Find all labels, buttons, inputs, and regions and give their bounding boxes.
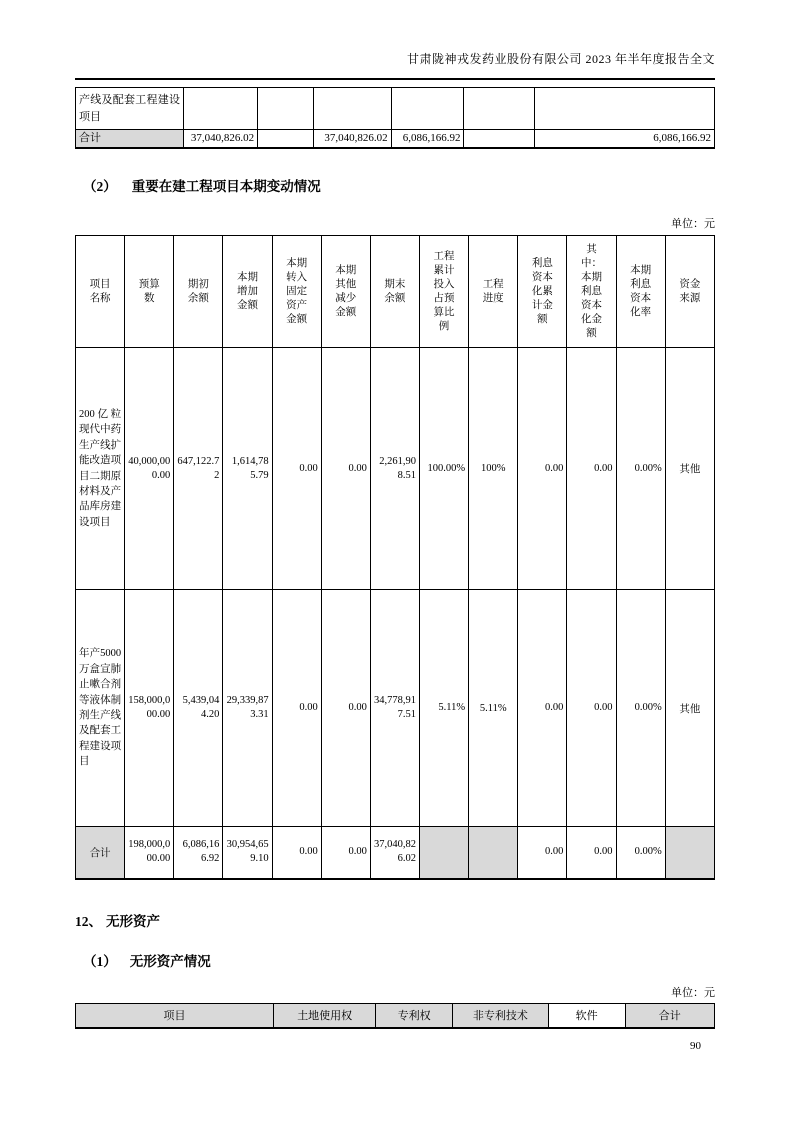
subsection-title: 无形资产情况 xyxy=(129,953,211,969)
data-cell: 34,778,917.51 xyxy=(370,590,419,827)
table-row xyxy=(76,236,715,348)
intangible-assets-table xyxy=(75,1003,715,1030)
column-header-cell: 土地使用权 xyxy=(274,1003,376,1028)
data-cell: 2,261,908.51 xyxy=(370,348,419,590)
column-header-cell: 工程累计投入占预算比例 xyxy=(419,236,468,348)
data-cell: 合计 xyxy=(76,130,184,149)
column-header-cell: 预算数 xyxy=(125,236,174,348)
unit-label-construction: 单位：元 xyxy=(671,218,715,230)
data-cell: 0.00% xyxy=(616,348,665,590)
data-cell: 0.00 xyxy=(272,590,321,827)
column-header-cell: 工程进度 xyxy=(469,236,518,348)
section-heading-construction xyxy=(83,175,715,195)
data-cell: 30,954,659.10 xyxy=(223,827,272,879)
data-cell: 40,000,000.00 xyxy=(125,348,174,590)
data-cell: 158,000,000.00 xyxy=(125,590,174,827)
data-cell: 0.00 xyxy=(321,348,370,590)
column-header-cell: 项目 xyxy=(76,1003,274,1028)
data-cell: 37,040,826.02 xyxy=(370,827,419,879)
data-cell: 0.00 xyxy=(321,827,370,879)
column-header-cell: 资金来源 xyxy=(665,236,714,348)
data-cell xyxy=(534,88,714,130)
column-header-cell: 利息资本化累计金额 xyxy=(518,236,567,348)
table-row xyxy=(76,590,715,827)
table-row xyxy=(76,827,715,879)
column-header-cell: 非专利技术 xyxy=(452,1003,548,1028)
data-cell: 0.00 xyxy=(321,590,370,827)
data-cell: 5,439,044.20 xyxy=(174,590,223,827)
data-cell: 1,614,785.79 xyxy=(223,348,272,590)
column-header-cell: 本期转入固定资产金额 xyxy=(272,236,321,348)
section-title: 无形资产 xyxy=(106,913,160,929)
data-cell: 0.00 xyxy=(518,348,567,590)
column-header-cell: 专利权 xyxy=(376,1003,453,1028)
data-cell: 29,339,873.31 xyxy=(223,590,272,827)
data-cell: 年产5000万盒宣肺止嗽合剂等液体制剂生产线及配套工程建设项目 xyxy=(76,590,125,827)
data-cell: 产线及配套工程建设项目 xyxy=(76,88,184,130)
data-cell xyxy=(464,88,534,130)
page-content xyxy=(75,0,715,1029)
data-cell: 0.00 xyxy=(518,827,567,879)
data-cell: 0.00% xyxy=(616,590,665,827)
data-cell xyxy=(391,88,464,130)
unit-label-intangible: 单位：元 xyxy=(671,986,715,999)
data-cell: 其他 xyxy=(665,348,714,590)
data-cell xyxy=(665,827,714,879)
data-cell: 0.00 xyxy=(567,590,616,827)
column-header-cell: 其中：本期利息资本化金额 xyxy=(567,236,616,348)
construction-in-progress-table xyxy=(75,235,715,880)
section-number: （2） xyxy=(83,179,117,194)
table-row xyxy=(76,130,715,149)
column-header-cell: 本期增加金额 xyxy=(223,236,272,348)
section-number: 12、 xyxy=(75,913,102,929)
column-header-cell: 本期其他减少金额 xyxy=(321,236,370,348)
section-title: 重要在建工程项目本期变动情况 xyxy=(131,179,321,194)
column-header-cell: 项目名称 xyxy=(76,236,125,348)
data-cell xyxy=(314,88,391,130)
data-cell: 6,086,166.92 xyxy=(174,827,223,879)
subsection-number: （1） xyxy=(83,953,117,969)
data-cell: 其他 xyxy=(665,590,714,827)
column-header-cell: 本期利息资本化率 xyxy=(616,236,665,348)
carryover-projects-table xyxy=(75,87,715,149)
table-row xyxy=(76,348,715,590)
data-cell: 6,086,166.92 xyxy=(391,130,464,149)
page-number: 90 xyxy=(690,1040,701,1052)
data-cell: 5.11% xyxy=(469,590,518,827)
doc-header xyxy=(75,0,715,67)
data-cell: 198,000,000.00 xyxy=(125,827,174,879)
data-cell: 0.00 xyxy=(567,348,616,590)
data-cell xyxy=(258,88,314,130)
data-cell: 200亿粒现代中药生产线扩能改造项目二期原材料及产品库房建设项目 xyxy=(76,348,125,590)
data-cell: 0.00 xyxy=(518,590,567,827)
column-header-cell: 期末余额 xyxy=(370,236,419,348)
subsection-heading-intangible xyxy=(83,950,715,970)
data-cell: 5.11% xyxy=(419,590,468,827)
column-header-cell: 期初余额 xyxy=(174,236,223,348)
data-cell: 0.00 xyxy=(272,348,321,590)
data-cell: 0.00 xyxy=(272,827,321,879)
data-cell: 合计 xyxy=(76,827,125,879)
data-cell xyxy=(464,130,534,149)
data-cell xyxy=(258,130,314,149)
data-cell: 100% xyxy=(469,348,518,590)
data-cell: 647,122.72 xyxy=(174,348,223,590)
data-cell: 0.00 xyxy=(567,827,616,879)
data-cell xyxy=(419,827,468,879)
data-cell xyxy=(469,827,518,879)
column-header-cell: 合计 xyxy=(625,1003,715,1028)
header-divider xyxy=(75,78,715,80)
data-cell xyxy=(183,88,257,130)
doc-header-title: 甘肃陇神戎发药业股份有限公司 2023 年半年度报告全文 xyxy=(406,52,715,66)
data-cell: 0.00% xyxy=(616,827,665,879)
column-header-cell: 软件 xyxy=(548,1003,625,1028)
data-cell: 100.00% xyxy=(419,348,468,590)
section-heading-intangible xyxy=(75,910,715,930)
table-row xyxy=(76,88,715,130)
table-row xyxy=(76,1003,715,1028)
data-cell: 37,040,826.02 xyxy=(314,130,391,149)
data-cell: 37,040,826.02 xyxy=(183,130,257,149)
data-cell: 6,086,166.92 xyxy=(534,130,714,149)
